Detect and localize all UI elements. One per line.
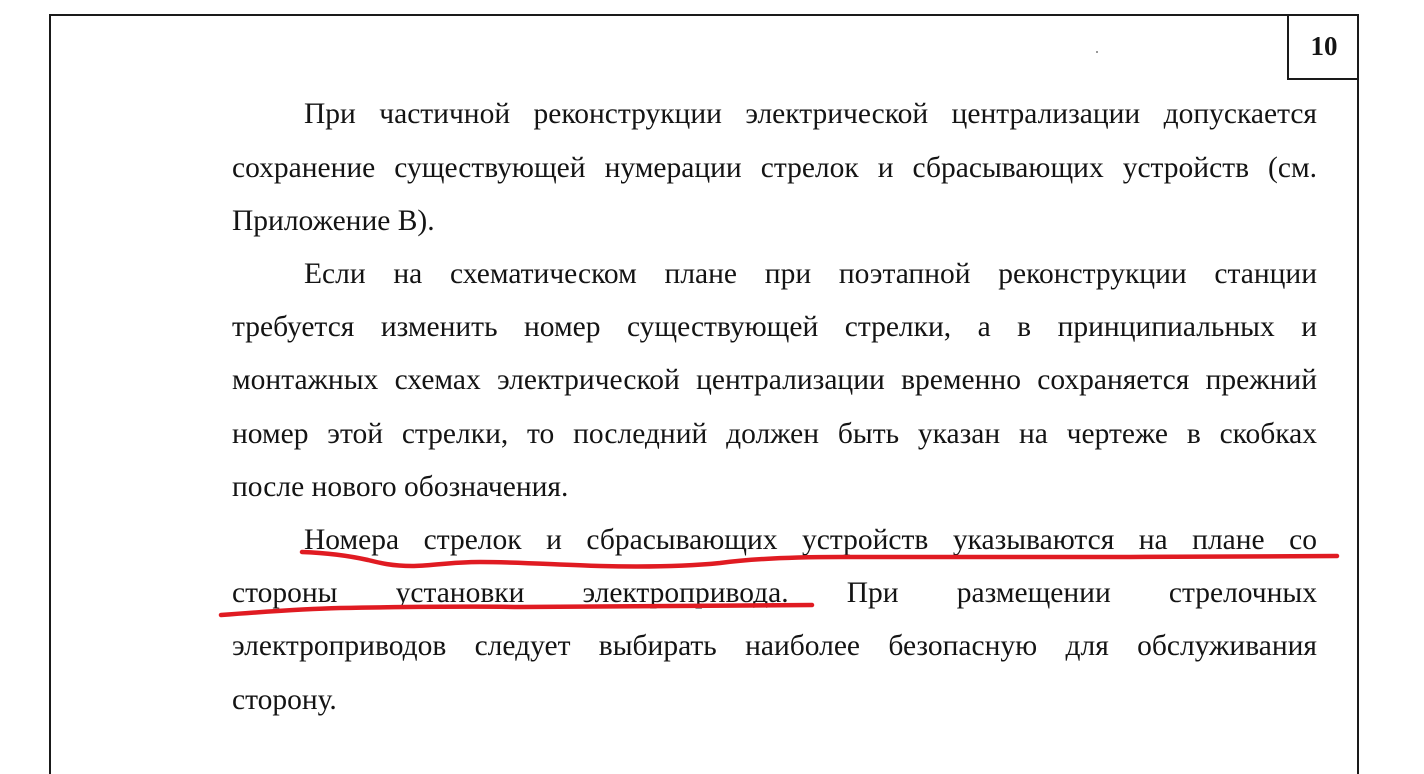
paragraph-1-line-1: При частичной реконструкции электрической централизации допускается — [304, 98, 1317, 130]
paragraph-2-line-5: после нового обозначения. — [232, 471, 569, 503]
paragraph-2-line-3: монтажных схемах электрической централизации временно сохраняется прежний — [232, 364, 1317, 396]
paragraph-2-line-1: Если на схематическом плане при поэтапной реконструкции станции — [304, 258, 1317, 290]
paragraph-2-line-2: требуется изменить номер существующей стрелки, а в принципиальных и — [232, 311, 1317, 343]
paragraph-1-line-3: Приложение В). — [232, 205, 435, 237]
page-number: 10 — [1287, 14, 1359, 80]
paragraph-3-line-4: сторону. — [232, 684, 337, 716]
paragraph-3-line-1: Номера стрелок и сбрасывающих устройств указываются на плане со — [304, 524, 1317, 556]
scan-speck — [1096, 51, 1098, 53]
paragraph-2-line-4: номер этой стрелки, то последний должен быть указан на чертеже в скобках — [232, 418, 1317, 450]
paragraph-3-line-3: электроприводов следует выбирать наиболее безопасную для обслуживания — [232, 630, 1317, 662]
paragraph-3-line-2: стороны установки электропривода. При размещении стрелочных — [232, 577, 1317, 609]
paragraph-1-line-2: сохранение существующей нумерации стрелок и сбрасывающих устройств (см. — [232, 152, 1317, 184]
